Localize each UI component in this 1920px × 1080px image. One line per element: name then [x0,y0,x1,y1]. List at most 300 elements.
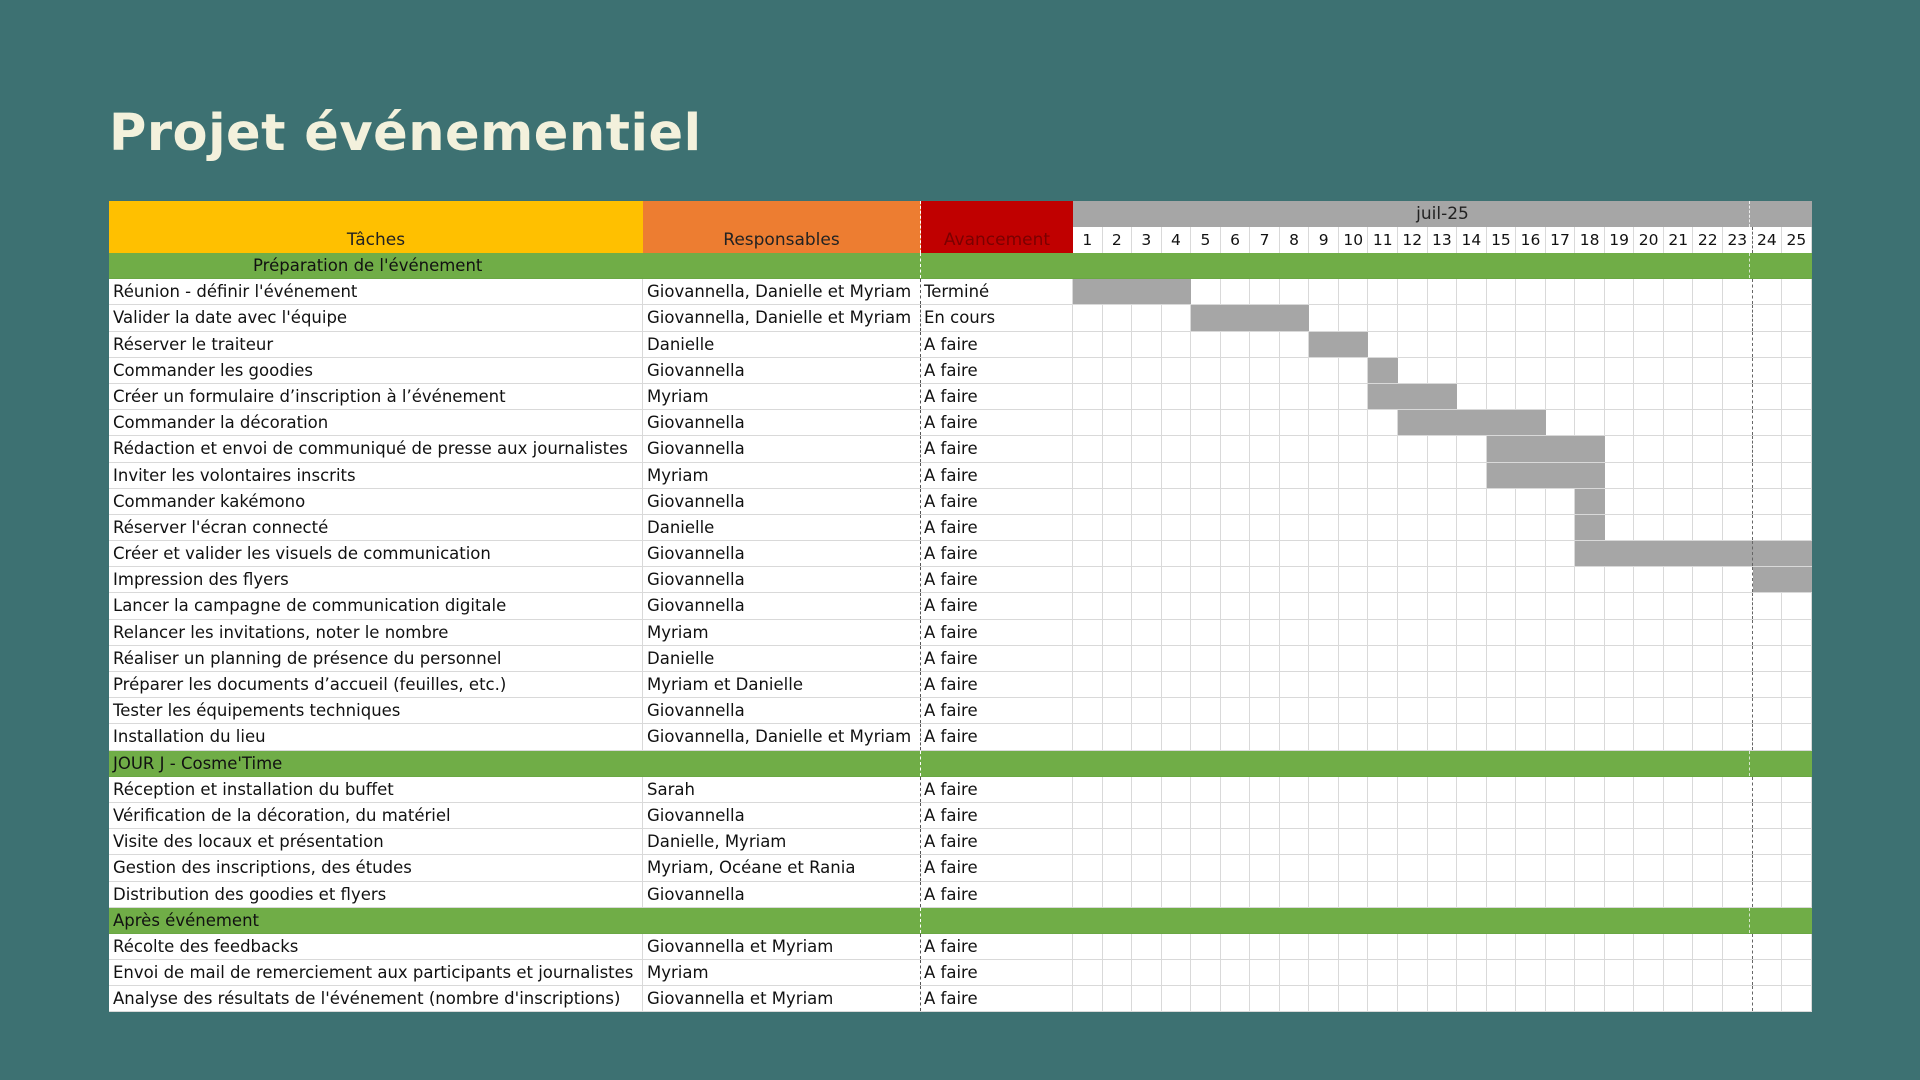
header-responsible[interactable]: Responsables [643,201,921,253]
gantt-bar-cell[interactable] [1753,541,1783,566]
day-cell[interactable] [1368,541,1398,566]
header-day[interactable]: 2 [1103,227,1133,253]
section-row[interactable] [109,908,1812,934]
day-cell[interactable] [1753,855,1783,880]
gantt-bar-cell[interactable] [1575,463,1605,488]
table-row[interactable] [109,672,1812,698]
day-cell[interactable] [1073,934,1103,959]
day-cell[interactable] [1162,567,1192,592]
day-cell[interactable] [1546,541,1576,566]
day-cell[interactable] [1073,410,1103,435]
day-cell[interactable] [1782,279,1812,304]
day-cell[interactable] [1634,803,1664,828]
day-cell[interactable] [1309,358,1339,383]
day-cell[interactable] [1339,436,1369,461]
day-cell[interactable] [1782,489,1812,514]
day-cell[interactable] [1428,358,1458,383]
day-cell[interactable] [1753,463,1783,488]
day-cell[interactable] [1250,646,1280,671]
table-row[interactable] [109,829,1812,855]
day-cell[interactable] [1309,384,1339,409]
header-day[interactable]: 20 [1634,227,1664,253]
day-cell[interactable] [1575,593,1605,618]
day-cell[interactable] [1162,855,1192,880]
day-cell[interactable] [1368,410,1398,435]
day-cell[interactable] [1398,436,1428,461]
day-cell[interactable] [1250,410,1280,435]
day-cell[interactable] [1398,855,1428,880]
day-cell[interactable] [1191,829,1221,854]
day-cell[interactable] [1487,777,1517,802]
day-cell[interactable] [1309,829,1339,854]
day-cell[interactable] [1487,882,1517,907]
day-cell[interactable] [1132,541,1162,566]
gantt-bar-cell[interactable] [1132,279,1162,304]
day-cell[interactable] [1516,541,1546,566]
gantt-bar-cell[interactable] [1575,436,1605,461]
day-cell[interactable] [1162,515,1192,540]
day-cell[interactable] [1073,541,1103,566]
day-cell[interactable] [1191,279,1221,304]
status-cell[interactable]: A faire [921,882,1073,907]
day-cell[interactable] [1487,620,1517,645]
header-day[interactable]: 19 [1605,227,1635,253]
gantt-bar-cell[interactable] [1723,541,1753,566]
header-tasks[interactable]: Tâches [109,201,643,253]
day-cell[interactable] [1664,672,1694,697]
day-cell[interactable] [1428,436,1458,461]
day-cell[interactable] [1280,986,1310,1011]
day-cell[interactable] [1575,803,1605,828]
day-cell[interactable] [1546,384,1576,409]
task-cell[interactable]: Impression des flyers [109,567,643,592]
day-cell[interactable] [1782,358,1812,383]
day-cell[interactable] [1368,332,1398,357]
day-cell[interactable] [1457,855,1487,880]
day-cell[interactable] [1280,567,1310,592]
day-cell[interactable] [1280,332,1310,357]
day-cell[interactable] [1162,436,1192,461]
day-cell[interactable] [1457,672,1487,697]
day-cell[interactable] [1132,384,1162,409]
day-cell[interactable] [1634,829,1664,854]
day-cell[interactable] [1280,855,1310,880]
day-cell[interactable] [1605,358,1635,383]
day-cell[interactable] [1782,593,1812,618]
day-cell[interactable] [1339,593,1369,618]
day-cell[interactable] [1753,803,1783,828]
day-cell[interactable] [1634,855,1664,880]
header-day[interactable]: 11 [1368,227,1398,253]
day-cell[interactable] [1753,620,1783,645]
responsible-cell[interactable]: Giovannella et Myriam [643,986,921,1011]
gantt-bar-cell[interactable] [1487,410,1517,435]
day-cell[interactable] [1605,672,1635,697]
day-cell[interactable] [1546,410,1576,435]
day-cell[interactable] [1221,567,1251,592]
day-cell[interactable] [1221,279,1251,304]
day-cell[interactable] [1368,593,1398,618]
gantt-bar-cell[interactable] [1368,384,1398,409]
day-cell[interactable] [1753,384,1783,409]
day-cell[interactable] [1782,934,1812,959]
day-cell[interactable] [1368,646,1398,671]
day-cell[interactable] [1368,960,1398,985]
day-cell[interactable] [1428,489,1458,514]
day-cell[interactable] [1782,882,1812,907]
day-cell[interactable] [1634,279,1664,304]
header-day[interactable]: 9 [1309,227,1339,253]
day-cell[interactable] [1162,384,1192,409]
table-row[interactable] [109,332,1812,358]
day-cell[interactable] [1339,672,1369,697]
day-cell[interactable] [1575,410,1605,435]
day-cell[interactable] [1516,698,1546,723]
day-cell[interactable] [1575,305,1605,330]
task-cell[interactable]: Réception et installation du buffet [109,777,643,802]
day-cell[interactable] [1309,934,1339,959]
day-cell[interactable] [1457,698,1487,723]
day-cell[interactable] [1693,593,1723,618]
day-cell[interactable] [1457,986,1487,1011]
task-cell[interactable]: Rédaction et envoi de communiqué de presse aux journalistes [109,436,643,461]
day-cell[interactable] [1162,489,1192,514]
header-day[interactable]: 18 [1575,227,1605,253]
day-cell[interactable] [1487,698,1517,723]
day-cell[interactable] [1162,803,1192,828]
day-cell[interactable] [1575,620,1605,645]
header-day[interactable]: 25 [1782,227,1812,253]
day-cell[interactable] [1398,593,1428,618]
day-cell[interactable] [1664,515,1694,540]
responsible-cell[interactable]: Giovannella [643,358,921,383]
day-cell[interactable] [1191,620,1221,645]
day-cell[interactable] [1487,672,1517,697]
day-cell[interactable] [1398,332,1428,357]
responsible-cell[interactable]: Giovannella [643,410,921,435]
day-cell[interactable] [1428,620,1458,645]
header-day[interactable]: 21 [1664,227,1694,253]
responsible-cell[interactable]: Myriam [643,960,921,985]
day-cell[interactable] [1546,567,1576,592]
day-cell[interactable] [1428,672,1458,697]
task-cell[interactable]: Réserver l'écran connecté [109,515,643,540]
day-cell[interactable] [1634,384,1664,409]
day-cell[interactable] [1693,384,1723,409]
day-cell[interactable] [1073,829,1103,854]
day-cell[interactable] [1693,410,1723,435]
day-cell[interactable] [1103,593,1133,618]
table-row[interactable] [109,541,1812,567]
day-cell[interactable] [1309,724,1339,749]
day-cell[interactable] [1516,332,1546,357]
day-cell[interactable] [1103,882,1133,907]
day-cell[interactable] [1575,646,1605,671]
day-cell[interactable] [1073,960,1103,985]
day-cell[interactable] [1634,934,1664,959]
table-row[interactable] [109,410,1812,436]
day-cell[interactable] [1132,855,1162,880]
day-cell[interactable] [1073,803,1103,828]
gantt-bar-cell[interactable] [1575,489,1605,514]
header-day[interactable]: 10 [1339,227,1369,253]
day-cell[interactable] [1575,332,1605,357]
day-cell[interactable] [1457,803,1487,828]
day-cell[interactable] [1753,882,1783,907]
day-cell[interactable] [1398,489,1428,514]
day-cell[interactable] [1339,646,1369,671]
task-cell[interactable]: Vérification de la décoration, du matériel [109,803,643,828]
responsible-cell[interactable]: Danielle [643,332,921,357]
day-cell[interactable] [1368,515,1398,540]
day-cell[interactable] [1546,934,1576,959]
day-cell[interactable] [1103,541,1133,566]
task-cell[interactable]: Lancer la campagne de communication digitale [109,593,643,618]
status-cell[interactable]: A faire [921,620,1073,645]
status-cell[interactable]: A faire [921,489,1073,514]
day-cell[interactable] [1309,986,1339,1011]
table-row[interactable] [109,384,1812,410]
day-cell[interactable] [1634,960,1664,985]
day-cell[interactable] [1457,305,1487,330]
day-cell[interactable] [1368,436,1398,461]
day-cell[interactable] [1280,882,1310,907]
table-row[interactable] [109,305,1812,331]
day-cell[interactable] [1487,960,1517,985]
gantt-bar-cell[interactable] [1575,541,1605,566]
day-cell[interactable] [1309,515,1339,540]
gantt-bar-cell[interactable] [1280,305,1310,330]
day-cell[interactable] [1516,803,1546,828]
day-cell[interactable] [1428,960,1458,985]
day-cell[interactable] [1309,672,1339,697]
day-cell[interactable] [1546,279,1576,304]
day-cell[interactable] [1575,934,1605,959]
day-cell[interactable] [1103,855,1133,880]
day-cell[interactable] [1221,882,1251,907]
header-day[interactable]: 23 [1723,227,1753,253]
day-cell[interactable] [1221,777,1251,802]
day-cell[interactable] [1191,489,1221,514]
day-cell[interactable] [1457,960,1487,985]
day-cell[interactable] [1221,489,1251,514]
day-cell[interactable] [1339,829,1369,854]
day-cell[interactable] [1368,279,1398,304]
day-cell[interactable] [1221,646,1251,671]
day-cell[interactable] [1664,332,1694,357]
day-cell[interactable] [1634,882,1664,907]
day-cell[interactable] [1103,436,1133,461]
day-cell[interactable] [1634,515,1664,540]
status-cell[interactable]: A faire [921,934,1073,959]
day-cell[interactable] [1339,410,1369,435]
day-cell[interactable] [1457,593,1487,618]
responsible-cell[interactable]: Myriam [643,463,921,488]
day-cell[interactable] [1693,960,1723,985]
day-cell[interactable] [1753,777,1783,802]
gantt-bar-cell[interactable] [1162,279,1192,304]
header-status[interactable]: Avancement [921,201,1073,253]
day-cell[interactable] [1221,934,1251,959]
day-cell[interactable] [1753,986,1783,1011]
day-cell[interactable] [1782,777,1812,802]
day-cell[interactable] [1191,724,1221,749]
section-row[interactable] [109,253,1812,279]
day-cell[interactable] [1132,803,1162,828]
gantt-bar-cell[interactable] [1487,436,1517,461]
day-cell[interactable] [1487,593,1517,618]
day-cell[interactable] [1753,593,1783,618]
day-cell[interactable] [1516,672,1546,697]
header-day[interactable]: 7 [1250,227,1280,253]
day-cell[interactable] [1368,934,1398,959]
day-cell[interactable] [1605,279,1635,304]
day-cell[interactable] [1191,593,1221,618]
table-row[interactable] [109,986,1812,1012]
day-cell[interactable] [1103,777,1133,802]
day-cell[interactable] [1191,384,1221,409]
day-cell[interactable] [1280,672,1310,697]
header-day[interactable]: 13 [1428,227,1458,253]
day-cell[interactable] [1753,960,1783,985]
day-cell[interactable] [1693,515,1723,540]
day-cell[interactable] [1723,986,1753,1011]
day-cell[interactable] [1339,567,1369,592]
day-cell[interactable] [1693,332,1723,357]
day-cell[interactable] [1280,436,1310,461]
day-cell[interactable] [1723,777,1753,802]
day-cell[interactable] [1457,436,1487,461]
day-cell[interactable] [1457,777,1487,802]
day-cell[interactable] [1753,672,1783,697]
day-cell[interactable] [1782,515,1812,540]
day-cell[interactable] [1191,698,1221,723]
status-cell[interactable]: A faire [921,855,1073,880]
day-cell[interactable] [1664,829,1694,854]
gantt-bar-cell[interactable] [1575,515,1605,540]
header-day[interactable]: 8 [1280,227,1310,253]
day-cell[interactable] [1221,986,1251,1011]
day-cell[interactable] [1103,489,1133,514]
status-cell[interactable]: A faire [921,436,1073,461]
day-cell[interactable] [1428,646,1458,671]
day-cell[interactable] [1280,803,1310,828]
gantt-bar-cell[interactable] [1428,384,1458,409]
day-cell[interactable] [1103,724,1133,749]
day-cell[interactable] [1605,436,1635,461]
day-cell[interactable] [1073,882,1103,907]
day-cell[interactable] [1664,358,1694,383]
day-cell[interactable] [1723,829,1753,854]
day-cell[interactable] [1723,855,1753,880]
day-cell[interactable] [1605,803,1635,828]
gantt-bar-cell[interactable] [1398,410,1428,435]
day-cell[interactable] [1664,777,1694,802]
day-cell[interactable] [1250,855,1280,880]
day-cell[interactable] [1103,803,1133,828]
day-cell[interactable] [1753,829,1783,854]
gantt-bar-cell[interactable] [1487,463,1517,488]
day-cell[interactable] [1457,646,1487,671]
status-cell[interactable]: A faire [921,986,1073,1011]
day-cell[interactable] [1457,620,1487,645]
day-cell[interactable] [1664,410,1694,435]
day-cell[interactable] [1103,960,1133,985]
day-cell[interactable] [1398,882,1428,907]
header-day[interactable]: 5 [1191,227,1221,253]
day-cell[interactable] [1280,384,1310,409]
responsible-cell[interactable]: Myriam, Océane et Rania [643,855,921,880]
day-cell[interactable] [1634,436,1664,461]
table-row[interactable] [109,646,1812,672]
status-cell[interactable]: A faire [921,410,1073,435]
day-cell[interactable] [1516,515,1546,540]
day-cell[interactable] [1723,803,1753,828]
day-cell[interactable] [1723,882,1753,907]
day-cell[interactable] [1723,463,1753,488]
day-cell[interactable] [1782,829,1812,854]
day-cell[interactable] [1339,358,1369,383]
table-row[interactable] [109,436,1812,462]
status-cell[interactable]: A faire [921,829,1073,854]
day-cell[interactable] [1132,882,1162,907]
day-cell[interactable] [1575,672,1605,697]
day-cell[interactable] [1398,934,1428,959]
day-cell[interactable] [1723,279,1753,304]
day-cell[interactable] [1103,410,1133,435]
gantt-bar-cell[interactable] [1309,332,1339,357]
day-cell[interactable] [1368,724,1398,749]
task-cell[interactable]: Relancer les invitations, noter le nombre [109,620,643,645]
day-cell[interactable] [1723,672,1753,697]
day-cell[interactable] [1693,358,1723,383]
day-cell[interactable] [1605,305,1635,330]
day-cell[interactable] [1546,489,1576,514]
day-cell[interactable] [1103,515,1133,540]
day-cell[interactable] [1575,698,1605,723]
day-cell[interactable] [1250,960,1280,985]
day-cell[interactable] [1753,358,1783,383]
day-cell[interactable] [1664,489,1694,514]
responsible-cell[interactable]: Giovannella, Danielle et Myriam [643,305,921,330]
day-cell[interactable] [1693,986,1723,1011]
day-cell[interactable] [1339,463,1369,488]
day-cell[interactable] [1280,724,1310,749]
day-cell[interactable] [1634,698,1664,723]
day-cell[interactable] [1073,436,1103,461]
day-cell[interactable] [1487,803,1517,828]
day-cell[interactable] [1221,593,1251,618]
day-cell[interactable] [1339,724,1369,749]
day-cell[interactable] [1398,829,1428,854]
day-cell[interactable] [1250,541,1280,566]
day-cell[interactable] [1457,489,1487,514]
day-cell[interactable] [1605,777,1635,802]
day-cell[interactable] [1221,803,1251,828]
gantt-bar-cell[interactable] [1516,436,1546,461]
status-cell[interactable]: En cours [921,305,1073,330]
day-cell[interactable] [1368,855,1398,880]
day-cell[interactable] [1546,332,1576,357]
day-cell[interactable] [1221,672,1251,697]
day-cell[interactable] [1191,646,1221,671]
day-cell[interactable] [1782,620,1812,645]
day-cell[interactable] [1487,567,1517,592]
table-row[interactable] [109,934,1812,960]
day-cell[interactable] [1428,279,1458,304]
table-row[interactable] [109,567,1812,593]
gantt-bar-cell[interactable] [1191,305,1221,330]
